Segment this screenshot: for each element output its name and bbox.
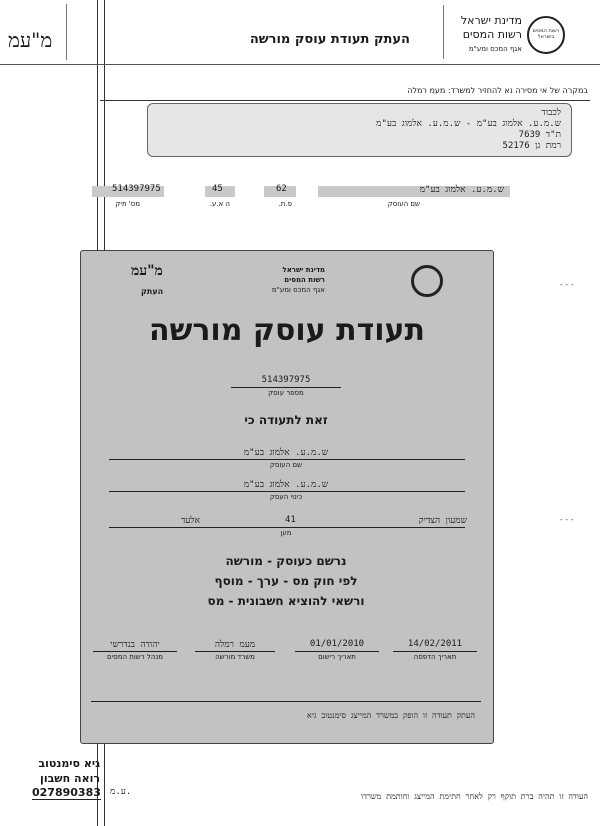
underline [195,651,275,652]
osek-label: מס' תיק [115,200,140,208]
branch-number: 45 [212,184,223,194]
cert-office: מעמ רמלה [214,640,256,650]
cert-address-street: שמעון הצדיק [418,516,467,526]
cert-office-label: משרד מורשה [215,653,255,661]
cert-address-label: מען [280,529,292,537]
branch-label: ה א.ע. [209,200,230,208]
cert-director-name: יהודה בנדרשי [110,640,160,650]
cert-address-city: אלעד [181,516,201,526]
cert-director-label: מנהל רשות המסים [106,653,164,661]
cert-address-number: 41 [285,515,296,525]
cert-registration-date: 01/01/2010 [309,639,365,649]
validity-note: העודה זו תהיה ברת תוקף רק לאחר חתימת המייצג וחותמת משרדו [361,792,588,801]
margin-dots: - - - [560,515,574,524]
header-divider [66,4,67,60]
underline [93,651,177,652]
osek-number: 514397975 [112,184,161,194]
cert-osek-label: מספר עוסק [268,389,304,397]
file-number: 62 [276,184,287,194]
cert-print-date-label: תאריך הדפסה [413,653,457,661]
cert-business-name-label: שם העוסק [269,461,303,469]
cert-business-name: ש.מ.ע. אלמוג בע"מ [243,448,329,458]
cert-registration: נרשם כעוסק - מורשה לפי חוק מס - ערך - מוסף ורשאי להוציא חשבונית - מס [207,554,365,608]
cert-copy-label: העתק [141,287,164,296]
cert-certify: זאת לתעודה כי [244,413,328,427]
address-text: לכבוד ש.מ.ע. אלמוג בע"מ - ש.מ.ע. אלמוג בע"מ ת"ד 7639 רמת גן 52176 [376,108,561,151]
cert-corner-mark: מ"עמ [131,263,163,279]
stamp-prefix: ע.מ. [110,787,132,797]
cert-registration-date-label: תאריך רישום [318,653,356,661]
header-title: העתק תעודת עוסק מורשה [249,32,410,47]
org-name: מדינת ישראל רשות המסים אגף המכס ומע"מ [460,14,522,53]
address-box [147,103,572,157]
tax-authority-logo [527,16,565,54]
accountant-stamp: גיא סימנטוב רואה חשבון [38,757,100,785]
cert-trade-name-label: כינוי העסק [269,493,303,501]
underline [393,651,477,652]
return-notice: במקרה של אי מסירה נא להחזיר למשרד: מעמ רמלה [407,86,588,95]
underline [109,459,465,460]
cert-title: תעודת עוסק מורשה [149,313,425,348]
cert-footer: העתק תעודה זו הופק במשרד המייצג סימנטוב גיא [307,711,475,720]
cert-trade-name: ש.מ.ע. אלמוג בע"מ [243,480,329,490]
underline [109,527,465,528]
file-label: פ.ת. [278,200,292,208]
cert-osek-number: 514397975 [261,375,311,385]
company-name: ש.מ.ע. אלמוג בע"מ [419,185,504,195]
margin-dots: - - - [560,280,574,289]
underline [231,387,341,388]
divider [100,100,590,101]
cert-logo-icon [411,265,443,297]
certificate [80,250,494,744]
underline [295,651,379,652]
corner-mark: מ"עמ [8,28,53,52]
logo-text: רשות המסים בישראל [532,28,560,40]
divider [91,701,481,702]
stamp-number: 027890383 [32,786,101,799]
cert-org-name: מדינת ישראל רשות המסים אגף המכס ומע"מ [271,266,325,294]
company-label: שם העוסק [387,200,420,208]
underline [109,491,465,492]
cert-print-date: 14/02/2011 [407,639,463,649]
